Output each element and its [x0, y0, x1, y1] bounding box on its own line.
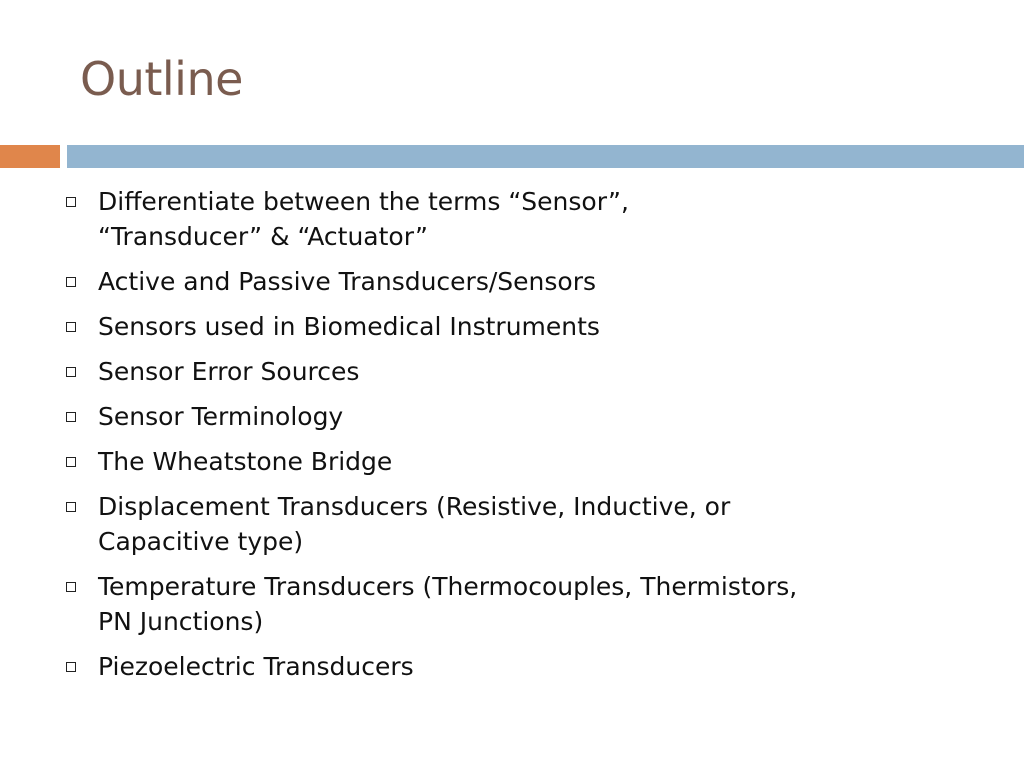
bullet-item — [64, 569, 944, 639]
square-bullet-icon — [66, 322, 76, 332]
bullet-text-line: Capacitive type) — [98, 527, 304, 556]
bullet-text-line: Piezoelectric Transducers — [98, 652, 414, 681]
bullet-item — [64, 399, 944, 434]
bullet-text-line: PN Junctions) — [98, 607, 264, 636]
title-accent-bar-orange — [0, 145, 60, 168]
bullet-text-line: “Transducer” & “Actuator” — [98, 222, 429, 251]
bullet-item — [64, 649, 944, 684]
square-bullet-icon — [66, 582, 76, 592]
bullet-item — [64, 444, 944, 479]
slide-title: Outline — [80, 52, 243, 106]
bullet-item — [64, 354, 944, 389]
bullet-text-line: The Wheatstone Bridge — [98, 447, 393, 476]
bullet-text-line: Active and Passive Transducers/Sensors — [98, 267, 596, 296]
bullet-text-line: Sensors used in Biomedical Instruments — [98, 312, 600, 341]
bullet-text-line: Displacement Transducers (Resistive, Inductive, or — [98, 492, 731, 521]
square-bullet-icon — [66, 277, 76, 287]
bullet-text-line: Differentiate between the terms “Sensor”, — [98, 187, 629, 216]
bullet-text-line: Sensor Error Sources — [98, 357, 360, 386]
bullet-item — [64, 489, 944, 559]
square-bullet-icon — [66, 662, 76, 672]
bullet-text-line: Sensor Terminology — [98, 402, 344, 431]
bullet-item — [64, 264, 944, 299]
bullet-item — [64, 309, 944, 344]
square-bullet-icon — [66, 457, 76, 467]
bullet-item — [64, 184, 944, 254]
square-bullet-icon — [66, 412, 76, 422]
title-accent-bar-blue — [67, 145, 1024, 168]
square-bullet-icon — [66, 197, 76, 207]
bullet-text-line: Temperature Transducers (Thermocouples, Thermistors, — [98, 572, 798, 601]
square-bullet-icon — [66, 367, 76, 377]
outline-bullet-list — [64, 184, 944, 694]
square-bullet-icon — [66, 502, 76, 512]
